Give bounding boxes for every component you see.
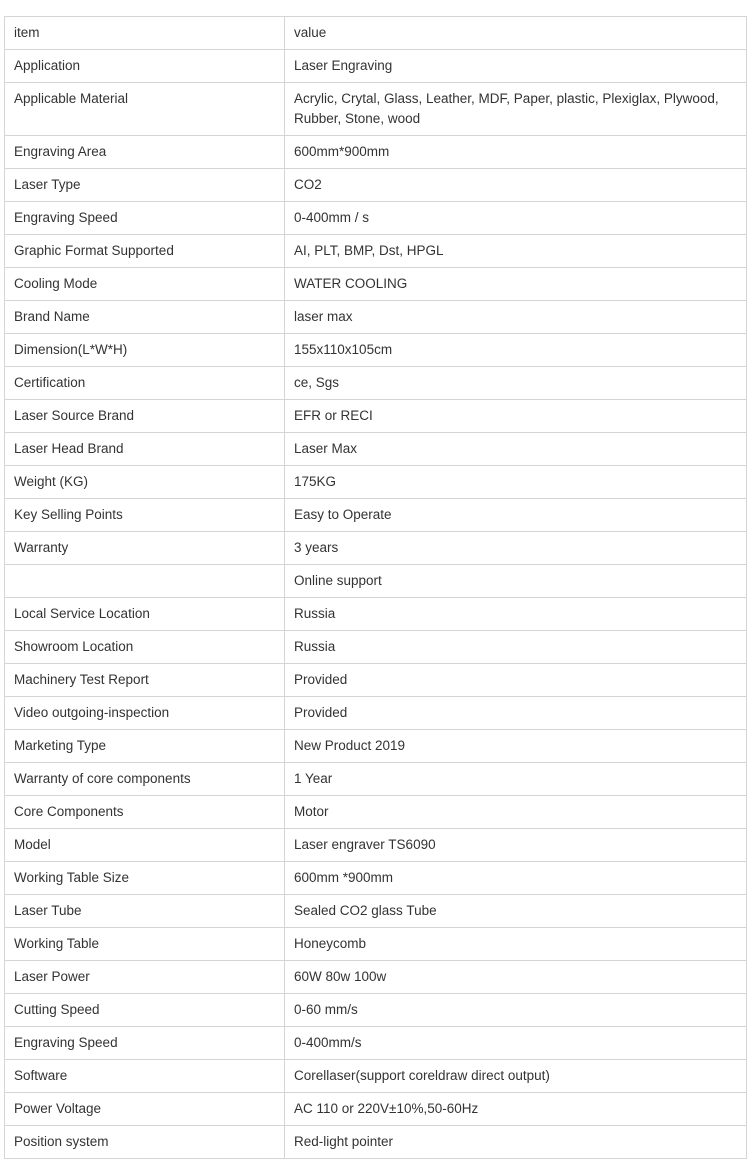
table-row: [5, 697, 747, 730]
row-item: Video outgoing-inspection: [5, 697, 285, 730]
row-value: Easy to Operate: [285, 499, 747, 532]
row-value: AI, PLT, BMP, Dst, HPGL: [285, 235, 747, 268]
row-value: EFR or RECI: [285, 400, 747, 433]
row-item: Engraving Area: [5, 136, 285, 169]
header-item: item: [5, 17, 285, 50]
table-header-row: [5, 17, 747, 50]
table-row: [5, 499, 747, 532]
row-value: 600mm*900mm: [285, 136, 747, 169]
row-item: Laser Power: [5, 961, 285, 994]
table-row: [5, 994, 747, 1027]
row-item: Showroom Location: [5, 631, 285, 664]
table-row: [5, 235, 747, 268]
row-value: Sealed CO2 glass Tube: [285, 895, 747, 928]
row-item: Application: [5, 50, 285, 83]
table-row: [5, 862, 747, 895]
row-value: ce, Sgs: [285, 367, 747, 400]
header-value: value: [285, 17, 747, 50]
row-value: 3 years: [285, 532, 747, 565]
row-item: Certification: [5, 367, 285, 400]
row-value: 0-400mm/s: [285, 1027, 747, 1060]
row-value: 0-400mm / s: [285, 202, 747, 235]
table-row: [5, 334, 747, 367]
row-item: Working Table Size: [5, 862, 285, 895]
table-row: [5, 1093, 747, 1126]
table-row: [5, 565, 747, 598]
row-value: Laser Engraving: [285, 50, 747, 83]
row-value: Provided: [285, 664, 747, 697]
table-row: [5, 829, 747, 862]
table-row: [5, 928, 747, 961]
table-row: [5, 664, 747, 697]
row-item: Software: [5, 1060, 285, 1093]
row-value: 60W 80w 100w: [285, 961, 747, 994]
row-value: CO2: [285, 169, 747, 202]
row-value: Motor: [285, 796, 747, 829]
row-value: Honeycomb: [285, 928, 747, 961]
row-value: Provided: [285, 697, 747, 730]
row-item: Laser Head Brand: [5, 433, 285, 466]
row-item: [5, 565, 285, 598]
row-value: WATER COOLING: [285, 268, 747, 301]
row-value: Online support: [285, 565, 747, 598]
table-row: [5, 367, 747, 400]
table-row: [5, 83, 747, 136]
table-row: [5, 532, 747, 565]
row-value: Russia: [285, 598, 747, 631]
row-value: 600mm *900mm: [285, 862, 747, 895]
row-item: Laser Type: [5, 169, 285, 202]
row-value: Red-light pointer: [285, 1126, 747, 1159]
row-item: Dimension(L*W*H): [5, 334, 285, 367]
table-row: [5, 631, 747, 664]
table-row: [5, 895, 747, 928]
row-item: Model: [5, 829, 285, 862]
row-item: Engraving Speed: [5, 1027, 285, 1060]
row-item: Brand Name: [5, 301, 285, 334]
row-item: Local Service Location: [5, 598, 285, 631]
table-row: [5, 202, 747, 235]
row-value: 155x110x105cm: [285, 334, 747, 367]
row-item: Machinery Test Report: [5, 664, 285, 697]
table-row: [5, 136, 747, 169]
table-row: [5, 169, 747, 202]
row-value: Corellaser(support coreldraw direct output): [285, 1060, 747, 1093]
row-item: Warranty: [5, 532, 285, 565]
row-item: Laser Source Brand: [5, 400, 285, 433]
row-value: 175KG: [285, 466, 747, 499]
row-value: AC 110 or 220V±10%,50-60Hz: [285, 1093, 747, 1126]
table-row: [5, 796, 747, 829]
row-value: 0-60 mm/s: [285, 994, 747, 1027]
row-item: Cooling Mode: [5, 268, 285, 301]
row-item: Warranty of core components: [5, 763, 285, 796]
table-row: [5, 268, 747, 301]
row-item: Key Selling Points: [5, 499, 285, 532]
row-item: Position system: [5, 1126, 285, 1159]
table-row: [5, 50, 747, 83]
row-value: Acrylic, Crytal, Glass, Leather, MDF, Paper, plastic, Plexiglax, Plywood, Rubber, Stone, wood: [285, 83, 747, 136]
table-row: [5, 1027, 747, 1060]
table-row: [5, 961, 747, 994]
row-item: Weight (KG): [5, 466, 285, 499]
table-row: [5, 598, 747, 631]
row-item: Working Table: [5, 928, 285, 961]
table-row: [5, 1060, 747, 1093]
row-item: Core Components: [5, 796, 285, 829]
row-item: Cutting Speed: [5, 994, 285, 1027]
table-row: [5, 400, 747, 433]
row-item: Power Voltage: [5, 1093, 285, 1126]
row-item: Engraving Speed: [5, 202, 285, 235]
row-value: New Product 2019: [285, 730, 747, 763]
row-item: Graphic Format Supported: [5, 235, 285, 268]
table-row: [5, 1126, 747, 1159]
table-row: [5, 763, 747, 796]
table-row: [5, 730, 747, 763]
row-item: Laser Tube: [5, 895, 285, 928]
table-row: [5, 301, 747, 334]
table-row: [5, 466, 747, 499]
spec-table: [4, 16, 747, 1159]
table-row: [5, 433, 747, 466]
row-value: 1 Year: [285, 763, 747, 796]
row-item: Marketing Type: [5, 730, 285, 763]
row-value: Laser Max: [285, 433, 747, 466]
row-item: Applicable Material: [5, 83, 285, 136]
row-value: Laser engraver TS6090: [285, 829, 747, 862]
row-value: laser max: [285, 301, 747, 334]
row-value: Russia: [285, 631, 747, 664]
